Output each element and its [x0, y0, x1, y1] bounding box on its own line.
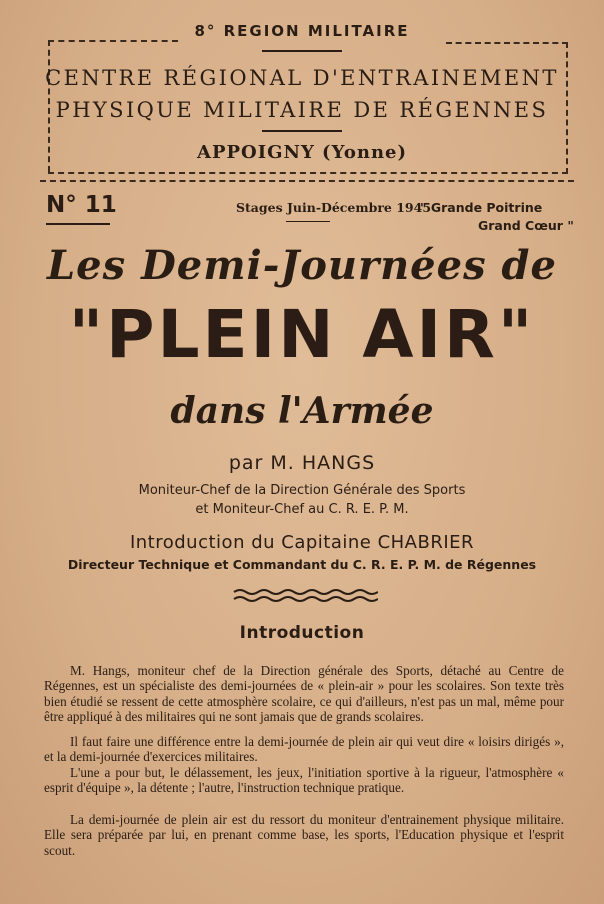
- motto-line2: Grand Cœur ": [478, 218, 574, 233]
- stages-underline: [286, 221, 330, 222]
- centre-name-line2: PHYSIQUE MILITAIRE DE RÉGENNES: [55, 98, 549, 122]
- location: APPOIGNY (Yonne): [196, 142, 408, 163]
- title-top-line: Les Demi-Journées de: [47, 242, 557, 289]
- region-underline: [262, 50, 342, 52]
- title-main: "PLEIN AIR": [68, 296, 536, 373]
- stages-dates: Stages Juin-Décembre 1945: [236, 200, 432, 215]
- paragraph-4: La demi-journée de plein air est du ressort du moniteur d'entrainement physique militaire. Elle sera préparée par lui, en prenant comme base, les sports, l'Education physique et l'esprit scout.: [44, 812, 564, 858]
- author-name: par M. HANGS: [228, 452, 376, 474]
- region-heading: 8° REGION MILITAIRE: [194, 22, 410, 40]
- frame-bottom: [48, 172, 568, 174]
- paragraph-3: L'une a pour but, le délassement, les jeux, l'initiation sportive à la rigueur, l'atmosphère « esprit d'équipe », la détente ; l'autre, l'instruction technique pratique.: [44, 765, 564, 796]
- introduction-by-role: Directeur Technique et Commandant du C. R. E. P. M. de Régennes: [67, 557, 537, 572]
- paragraph-2: Il faut faire une différence entre la demi-journée de plein air qui veut dire « loisirs dirigés », et la demi-journée d'exercices militaires.: [44, 734, 564, 765]
- title-bottom-line: dans l'Armée: [170, 390, 434, 432]
- centre-name-line1: CENTRE RÉGIONAL D'ENTRAINEMENT: [45, 66, 559, 90]
- frame-top-left: [48, 40, 178, 42]
- introduction-by: Introduction du Capitaine CHABRIER: [129, 532, 475, 553]
- centre-underline: [262, 130, 342, 132]
- frame-top-right: [446, 42, 568, 44]
- motto-line1: " Grande Poitrine: [420, 200, 543, 215]
- issue-number: N° 11: [46, 192, 117, 218]
- frame-bottom-outer: [40, 180, 574, 182]
- author-role-line1: Moniteur-Chef de la Direction Générale des Sports: [138, 483, 466, 498]
- author-role-line2: et Moniteur-Chef au C. R. E. P. M.: [195, 502, 409, 517]
- paragraph-1: M. Hangs, moniteur chef de la Direction générale des Sports, détaché au Centre de Régennes, est un spécialiste des demi-journées de « plein-air » pour les scolaires. Son texte très bien étudié se ressent de cette atmosphère scolaire, ce qui d'ailleurs, n'est pas un mal, même pour être appliqué à des militaires qui ne sont jamais que de grands scolaires.: [44, 663, 564, 725]
- issue-underline: [46, 223, 110, 225]
- section-heading: Introduction: [239, 623, 365, 643]
- wave-ornament: [232, 588, 378, 604]
